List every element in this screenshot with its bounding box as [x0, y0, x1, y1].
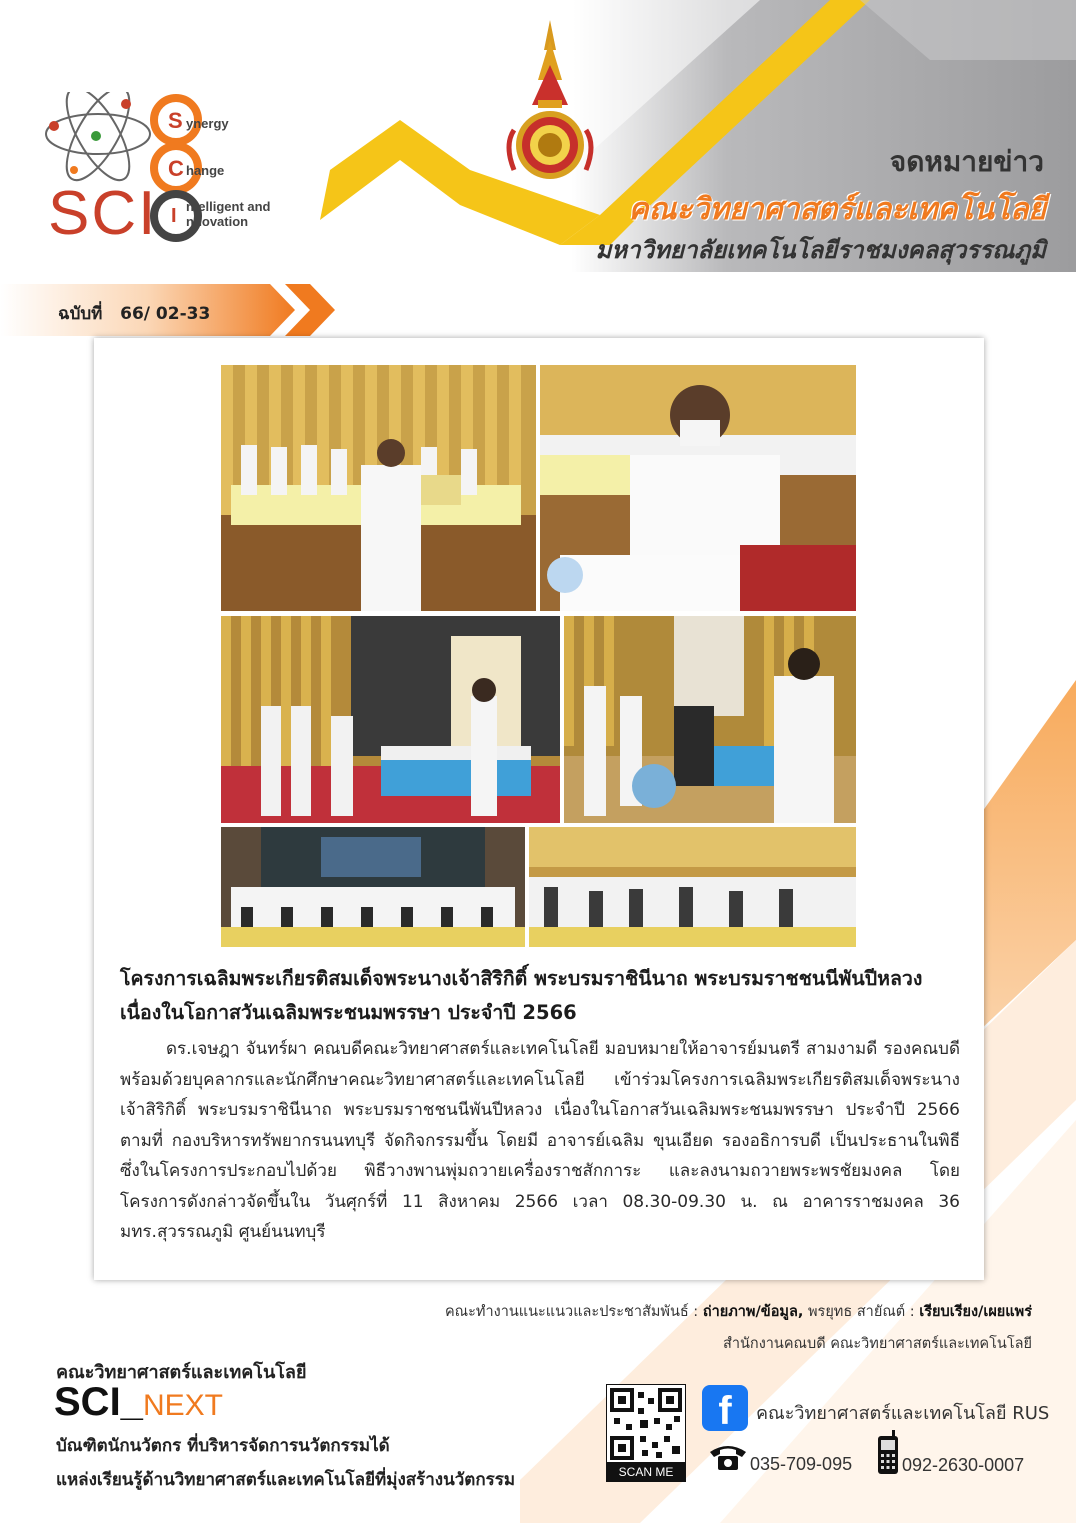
issue-label: ฉบับที่	[58, 304, 103, 324]
svg-text:I: I	[171, 205, 177, 227]
photo-ceremony-speech	[221, 365, 536, 611]
telephone-icon	[708, 1442, 748, 1472]
logo-word-synergy: ynergy	[186, 116, 229, 131]
footer-brand	[54, 1380, 223, 1425]
issue-number	[58, 300, 210, 327]
footer-faculty: คณะวิทยาศาสตร์และเทคโนโลยี	[56, 1362, 307, 1383]
phone-number[interactable]: 035-709-095	[750, 1454, 853, 1474]
qr-label: SCAN ME	[606, 1462, 686, 1482]
credit-role-photo: ถ่ายภาพ/ข้อมูล,	[702, 1304, 804, 1320]
logo-word-innovation: nnovation	[186, 214, 249, 229]
newsletter-title: จดหมายข่าว	[889, 145, 1044, 178]
university-seal-icon	[500, 20, 600, 180]
faculty-title: คณะวิทยาศาสตร์และเทคโนโลยี	[628, 192, 1046, 227]
photo-group-stage	[221, 827, 525, 947]
credit-person: พรยุทธ สายัณต์ :	[807, 1304, 915, 1320]
svg-text:C: C	[168, 156, 184, 181]
article-body	[120, 1034, 960, 1248]
footer-slogan-1: บัณฑิตนักนวัตกร ที่บริหารจัดการนวัตกรรมได้	[56, 1436, 390, 1456]
headline-line1: โครงการเฉลิมพระเกียรติสมเด็จพระนางเจ้าสิริกิติ์ พระบรมราชินีนาถ พระบรมราชชนนีพันปีหลวง	[120, 967, 923, 990]
credit-team: คณะทำงานแนะแนวและประชาสัมพันธ์ :	[444, 1304, 699, 1320]
credit-role-editor: เรียบเรียง/เผยแพร่	[919, 1304, 1032, 1320]
credit-office: สำนักงานคณบดี คณะวิทยาศาสตร์และเทคโนโลยี	[723, 1336, 1032, 1352]
headline-line2: เนื่องในโอกาสวันเฉลิมพระชนมพรรษา ประจำปี 2566	[120, 1001, 577, 1024]
mobile-phone-icon	[876, 1430, 900, 1474]
university-title: มหาวิทยาลัยเทคโนโลยีราชมงคลสุวรรณภูมิ	[595, 236, 1046, 264]
qr-code-icon[interactable]	[606, 1384, 686, 1464]
logo-text: SCI	[48, 179, 158, 248]
svg-text:S: S	[168, 108, 183, 133]
facebook-icon[interactable]: f	[702, 1385, 748, 1431]
issue-value: 66/ 02-33	[120, 304, 211, 324]
mobile-number[interactable]: 092-2630-0007	[902, 1455, 1025, 1475]
article-headline	[120, 962, 970, 1030]
logo-word-change: hange	[186, 163, 225, 178]
article-paragraph: ดร.เจษฎา จันทร์ผา คณบดีคณะวิทยาศาสตร์และเทคโนโลยี มอบหมายให้อาจารย์มนตรี สามงามดี รองคณบดี พร้อมด้วยบุคลากรและนักศึกษาคณะวิทยาศาสตร์และเทคโนโลยี เข้าร่วมโครงการเฉลิมพระเกียรติสมเด็จพระนางเจ้าสิริกิติ์ พระบรมราชินีนาถ พระบรมราชชนนีพันปีหลวง เนื่องในโอกาสวันเฉลิมพระชนมพรรษา ประจำปี 2566 ตามที่ กองบริหารทรัพยากรนนทบุรี จัดกิจกรรมขึ้น โดยมี อาจารย์เฉลิม ขุนเอียด รองอธิการบดี เป็นประธานในพิธี ซึ่งในโครงการประกอบไปด้วย พิธีวางพานพุ่มถวายเครื่องราชสักการะ และลงนามถวายพระพรชัยมงคล โดยโครงการดังกล่าวจัดขึ้นใน วันศุกร์ที่ 11 สิงหาคม 2566 เวลา 08.30-09.30 น. ณ อาคารราชมงคล 36 มทร.สุวรรณภูมิ ศูนย์นนทบุรี	[120, 1039, 960, 1242]
footer-slogan-2: แหล่งเรียนรู้ด้านวิทยาศาสตร์และเทคโนโลยีที่มุ่งสร้างนวัตกรรม	[56, 1470, 516, 1490]
credits-line	[445, 1300, 1032, 1323]
logo-word-intelligent: ntelligent and	[186, 199, 271, 214]
photo-audience	[529, 827, 856, 947]
photo-signing-book	[540, 365, 856, 611]
photo-students-offering	[564, 616, 856, 823]
brand-sub: NEXT	[142, 1389, 223, 1422]
facebook-link[interactable]: คณะวิทยาศาสตร์และเทคโนโลยี RUS	[756, 1403, 1050, 1424]
photo-offering-ceremony	[221, 616, 560, 823]
brand-main: SCI_	[54, 1380, 143, 1424]
